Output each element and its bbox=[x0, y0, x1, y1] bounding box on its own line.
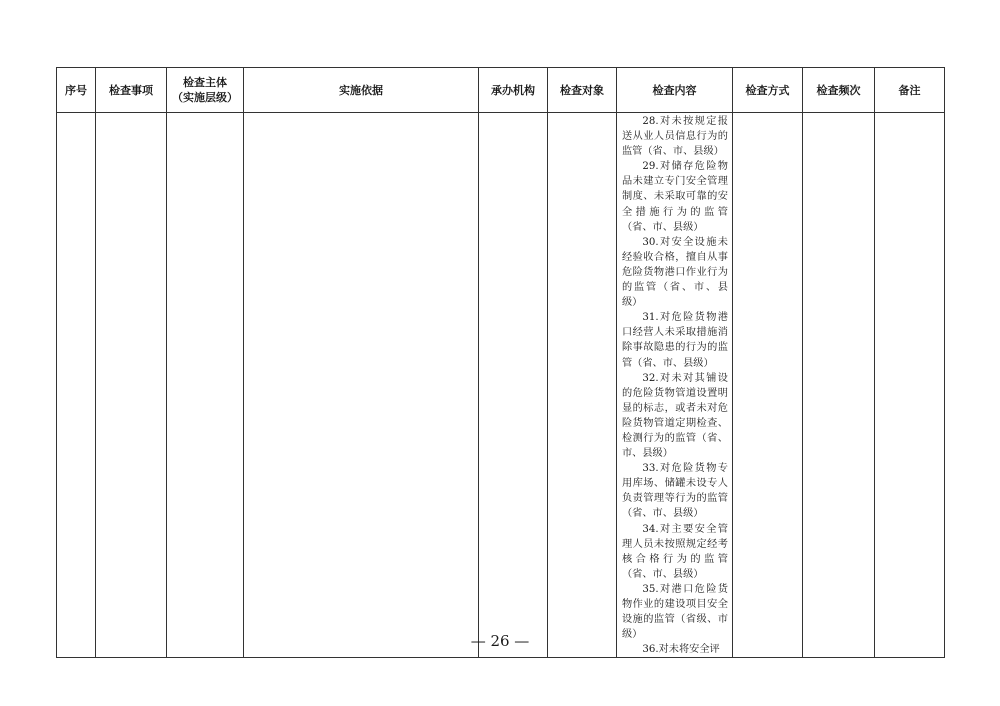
content-item-35: 35.对港口危险货物作业的建设项目安全设施的监管（省级、市级） bbox=[622, 583, 728, 641]
cell-agency bbox=[479, 113, 548, 658]
content-item-30: 30.对安全设施未经验收合格，擅自从事危险货物港口作业行为的监管（省、市、县级） bbox=[622, 236, 728, 309]
cell-frequency bbox=[803, 113, 875, 658]
content-item-33: 33.对危险货物专用库场、储罐未设专人负责管理等行为的监管（省、市、县级） bbox=[622, 463, 728, 520]
cell-subject bbox=[167, 113, 244, 658]
content-item-28: 28.对未按规定报送从业人员信息行为的监管（省、市、县级） bbox=[622, 116, 728, 158]
content-item-31: 31.对危险货物港口经营人未采取措施消除事故隐患的行为的监管（省、市、县级） bbox=[622, 312, 728, 369]
header-basis: 实施依据 bbox=[244, 68, 479, 113]
header-seq: 序号 bbox=[57, 68, 96, 113]
cell-remarks bbox=[875, 113, 945, 658]
content-item-29: 29.对储存危险物品未建立专门安全管理制度、未采取可靠的安全措施行为的监管（省、市、县级） bbox=[622, 161, 728, 233]
header-subject bbox=[167, 68, 244, 113]
inspection-table bbox=[56, 67, 945, 658]
header-subject-line2: （实施层级） bbox=[172, 91, 238, 104]
header-item: 检查事项 bbox=[96, 68, 167, 113]
cell-target bbox=[548, 113, 617, 658]
header-target: 检查对象 bbox=[548, 68, 617, 113]
table-row bbox=[57, 113, 945, 658]
header-subject-line1: 检查主体 bbox=[183, 76, 227, 89]
content-item-36: 36.对未将安全评 bbox=[642, 644, 720, 656]
cell-item bbox=[96, 113, 167, 658]
content-item-32: 32.对未对其铺设的危险货物管道设置明显的标志，或者未对危险货物管道定期检查、检测行为的监管（省、市、县级） bbox=[622, 372, 728, 460]
header-content: 检查内容 bbox=[617, 68, 733, 113]
content-item-34: 34.对主要安全管理人员未按照规定经考核合格行为的监管（省、市、县级） bbox=[622, 523, 728, 580]
header-agency: 承办机构 bbox=[479, 68, 548, 113]
cell-method bbox=[733, 113, 803, 658]
header-frequency: 检查频次 bbox=[803, 68, 875, 113]
page-number: — 26 — bbox=[470, 632, 530, 650]
header-remarks: 备注 bbox=[875, 68, 945, 113]
header-row bbox=[57, 68, 945, 113]
cell-content bbox=[617, 113, 733, 658]
cell-basis bbox=[244, 113, 479, 658]
cell-seq bbox=[57, 113, 96, 658]
header-method: 检查方式 bbox=[733, 68, 803, 113]
